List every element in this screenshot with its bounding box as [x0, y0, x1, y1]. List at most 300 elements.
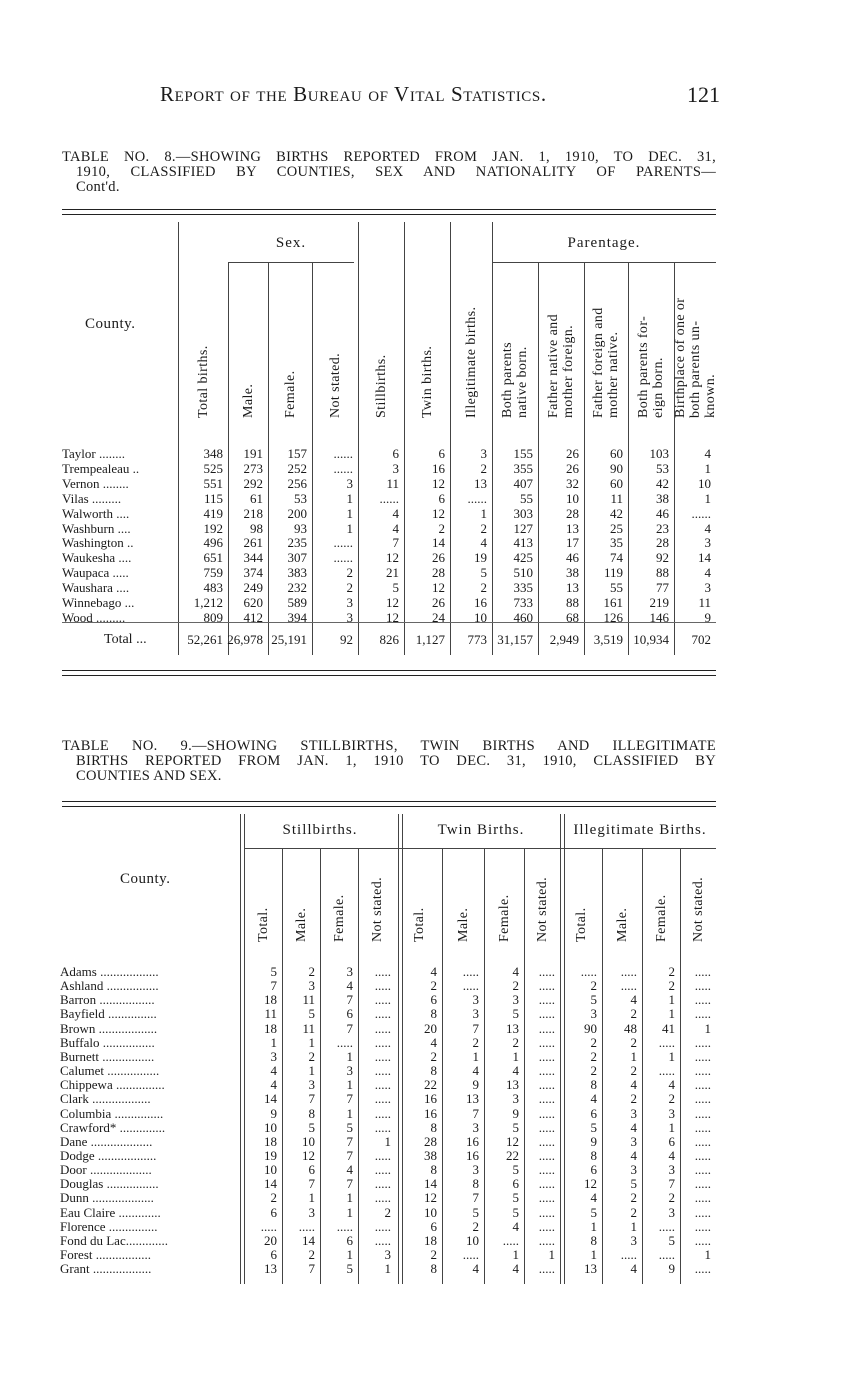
table8-county-name: Walworth ....	[62, 506, 130, 521]
table8-cell: 2	[346, 565, 353, 581]
table9-cell: 1	[512, 1247, 519, 1262]
table8-total-cell: 2,949	[549, 632, 579, 647]
table9-cell: 5	[308, 1119, 315, 1135]
table8-cell: 55	[520, 490, 533, 506]
table8-county-name: Washington ..	[62, 536, 134, 551]
table8-cell: 28	[656, 535, 669, 551]
table9-cell: 1	[346, 1247, 353, 1262]
table9-cell: 2	[590, 1048, 597, 1064]
table8-county-name: Winnebago ...	[62, 596, 135, 610]
table9-cell: 11	[264, 1006, 277, 1022]
table9-col-header: Male.	[455, 907, 471, 942]
table9-cell: 4	[630, 1077, 637, 1093]
table8-cell: ......	[333, 550, 353, 566]
table9-column-rule	[642, 848, 643, 1284]
table8-cell: ......	[333, 446, 353, 461]
table9-cell: 2	[308, 1048, 315, 1064]
table9-cell: 7	[308, 1091, 315, 1107]
table8-cell: 2	[346, 580, 353, 596]
table9-cell: 14	[264, 1091, 277, 1107]
table9-cell: .....	[694, 1077, 711, 1093]
table9-cell: 5	[590, 1204, 597, 1220]
table8-cell: 26	[566, 460, 579, 476]
table8-cell: 32	[566, 475, 579, 491]
table9-cell: .....	[580, 964, 597, 979]
table9-cell: .....	[538, 1105, 555, 1121]
table9-col-header: Not stated.	[690, 876, 706, 942]
table9-county-name: Dodge ..................	[60, 1148, 157, 1163]
table8-column-rule	[492, 222, 493, 655]
table9-cell: 22	[424, 1077, 437, 1093]
table8-cell: 1	[346, 505, 353, 521]
table9-cell: 5	[512, 1204, 519, 1220]
table9-cell: 2	[630, 1063, 637, 1079]
table9-cell: .....	[538, 1218, 555, 1234]
table9-cell: .....	[694, 1147, 711, 1163]
table9-caption-line: COUNTIES AND SEX.	[76, 768, 222, 784]
table9-cell: 2	[270, 1190, 277, 1206]
table9-col-header: Female.	[653, 894, 669, 942]
table8-county-name: Vilas .........	[62, 491, 122, 506]
table8-cell: 348	[203, 446, 223, 461]
table8-col-header: Not stated.	[327, 352, 343, 418]
table8-parentage-underline	[492, 262, 716, 263]
table8-cell: 11	[698, 595, 711, 610]
table8-cell: ......	[467, 490, 487, 506]
table8-cell: 12	[432, 505, 445, 521]
table9-cell: 3	[270, 1048, 277, 1064]
table9-cell: 6	[590, 1162, 597, 1178]
table9-cell: 90	[584, 1020, 597, 1036]
table9-cell: 13	[506, 1077, 519, 1093]
table9-cell: 7	[346, 1091, 353, 1107]
table8-col-header: Father foreign and mother native.	[591, 307, 621, 418]
table9-cell: 14	[302, 1232, 315, 1248]
table9-cell: 3	[346, 964, 353, 979]
table9-cell: 2	[308, 1247, 315, 1262]
table9-cell: .....	[374, 1091, 391, 1107]
table9-cell: .....	[374, 978, 391, 994]
table9-cell: 1	[548, 1247, 555, 1262]
table9-cell: 10	[302, 1133, 315, 1149]
table9-cell: .....	[374, 1176, 391, 1192]
table8-cell: 374	[243, 565, 263, 581]
table8-total-cell: 52,261	[187, 632, 223, 647]
table9-cell: 4	[270, 1063, 277, 1079]
table8-cell: 90	[610, 460, 623, 476]
table8-cell: ......	[691, 505, 711, 521]
table9-cell: 8	[590, 1232, 597, 1248]
table9-cell: 7	[308, 1261, 315, 1277]
table8-cell: 307	[287, 550, 307, 566]
table9-cell: .....	[374, 992, 391, 1008]
table9-cell: .....	[374, 1020, 391, 1036]
table8-cell: 25	[610, 520, 623, 536]
table9-caption	[62, 739, 716, 784]
table8-cell: 252	[287, 460, 307, 476]
table8-cell: 4	[704, 565, 711, 581]
table9-cell: .....	[658, 1063, 675, 1079]
table8-cell: 60	[610, 475, 623, 491]
table9-cell: 1	[308, 1063, 315, 1079]
table9-cell: 3	[346, 1063, 353, 1079]
table9-cell: 7	[308, 1176, 315, 1192]
table8-cell: 4	[392, 505, 399, 521]
table9-cell: 18	[424, 1232, 437, 1248]
table9-cell: 1	[704, 1020, 711, 1036]
table9-cell: 1	[590, 1218, 597, 1234]
table8-cell: 496	[203, 535, 223, 551]
table9-cell: 5	[590, 1119, 597, 1135]
table9-cell: 5	[512, 1006, 519, 1022]
table9-cell: 18	[264, 992, 277, 1008]
table8-column-rule	[228, 262, 229, 655]
table9-cell: .....	[694, 1006, 711, 1022]
table9-cell: .....	[694, 978, 711, 994]
table9-cell: .....	[694, 1048, 711, 1064]
table9-county-name: Bayfield ...............	[60, 1007, 157, 1022]
table9-cell: 2	[472, 1034, 479, 1050]
table9-group-rule	[564, 814, 565, 1284]
table9-county-name: Burnett ................	[60, 1049, 155, 1064]
table8-total-cell: 25,191	[271, 632, 307, 647]
table8-cell: 759	[203, 565, 223, 581]
table8-cell: 407	[513, 475, 533, 491]
table9-cell: .....	[658, 1247, 675, 1262]
table9-cell: 13	[584, 1261, 597, 1277]
table9-caption-line: BIRTHS REPORTED FROM JAN. 1, 1910 TO DEC. 31, 1910, CLASSIFIED BY	[76, 753, 716, 769]
table9-cell: .....	[374, 1232, 391, 1248]
table9-cell: 22	[506, 1147, 519, 1163]
table9-cell: .....	[694, 1162, 711, 1178]
table9-cell: 3	[630, 1105, 637, 1121]
table9-cell: 2	[630, 1006, 637, 1022]
table8-cell: 53	[294, 490, 307, 506]
table9-cell: 5	[668, 1232, 675, 1248]
table9-cell: .....	[538, 1006, 555, 1022]
table9-cell: .....	[374, 1105, 391, 1121]
table8-total-cell: 3,519	[593, 632, 623, 647]
table9-group-rule	[560, 814, 561, 1284]
table9-cell: 5	[270, 964, 277, 979]
table9-cell: 7	[346, 1133, 353, 1149]
table8-cell: 6	[392, 446, 399, 461]
table8-cell: 425	[513, 550, 533, 566]
table8-cell: 218	[243, 505, 263, 521]
table8-bottom-rule	[62, 675, 716, 676]
table9-col-header: Male.	[614, 907, 630, 942]
table9-county-name: Fond du Lac.............	[60, 1233, 168, 1248]
table9-cell: 4	[472, 1261, 479, 1277]
table8-cell: 53	[656, 460, 669, 476]
table9-cell: .....	[694, 992, 711, 1008]
table9-cell: .....	[538, 1020, 555, 1036]
table8-cell: 157	[287, 446, 307, 461]
table9-cell: .....	[374, 1006, 391, 1022]
table8-cell: 200	[287, 505, 307, 521]
table9-group-rule	[244, 814, 245, 1284]
table9-cell: 19	[264, 1147, 277, 1163]
table9-cell: .....	[538, 992, 555, 1008]
table9-col-header: Female.	[496, 894, 512, 942]
table9-cell: 7	[270, 978, 277, 994]
table8-cell: 115	[203, 490, 223, 506]
table9-cell: 2	[430, 1247, 437, 1262]
table8-cell: 5	[392, 580, 399, 596]
table8-col-header: Total births.	[195, 345, 211, 418]
table8-county-name: Taylor ........	[62, 447, 125, 461]
table9-group-rule	[398, 814, 399, 1284]
table9-cell: 11	[302, 1020, 315, 1036]
table9-cell: 16	[424, 1105, 437, 1121]
table9-cell: 3	[472, 1119, 479, 1135]
table8-cell: 13	[474, 475, 487, 491]
table9-cell: .....	[538, 1162, 555, 1178]
table8-total-cell: 773	[467, 632, 487, 647]
table9-county-name: Douglas ................	[60, 1177, 159, 1192]
table9-county-name: Door ...................	[60, 1163, 152, 1178]
table9-cell: 10	[466, 1232, 479, 1248]
table9-cell: 7	[472, 1020, 479, 1036]
table8-cell: 28	[566, 505, 579, 521]
table9-col-header: Total.	[573, 907, 589, 942]
table9-cell: 12	[506, 1133, 519, 1149]
table9-cell: 4	[630, 1147, 637, 1163]
table9-cell: .....	[538, 1176, 555, 1192]
table9-cell: .....	[260, 1218, 277, 1234]
table9-col-header: Total.	[255, 907, 271, 942]
running-head	[160, 82, 720, 112]
table9-cell: 4	[630, 992, 637, 1008]
table9-cell: .....	[538, 1133, 555, 1149]
table9-group-illegitimate-births: Illegitimate Births.	[573, 822, 707, 838]
table8-cell: 93	[294, 520, 307, 536]
table8-cell: 1,212	[193, 595, 223, 610]
table8-cell: 74	[610, 550, 623, 566]
table8-cell: 1	[704, 490, 711, 506]
table9-cell: .....	[620, 1247, 637, 1262]
table9-cell: .....	[336, 1218, 353, 1234]
table9-group-underline	[244, 848, 716, 849]
table9-cell: 1	[512, 1048, 519, 1064]
table9-cell: 4	[630, 1261, 637, 1277]
table8-cell: 26	[432, 595, 445, 610]
table8-cell: 7	[392, 535, 399, 551]
table9-cell: 5	[472, 1204, 479, 1220]
table9-column-rule	[602, 848, 603, 1284]
table8-cell: 4	[704, 446, 711, 461]
table9-cell: 2	[430, 978, 437, 994]
table8-parentage-header: Parentage.	[567, 235, 641, 251]
table8-column-rule	[584, 262, 585, 655]
table9-cell: 3	[512, 1091, 519, 1107]
table8-cell: 42	[610, 505, 623, 521]
table9-cell: .....	[462, 978, 479, 994]
table8-caption-line: 1910, CLASSIFIED BY COUNTIES, SEX AND NATIONALITY OF PARENTS—	[76, 164, 716, 180]
table8-column-rule	[538, 262, 539, 655]
table9-cell: 6	[270, 1204, 277, 1220]
table9-cell: .....	[336, 1034, 353, 1050]
table8-cell: 3	[480, 446, 487, 461]
table9-cell: 5	[346, 1119, 353, 1135]
table9-county-name: Forest .................	[60, 1248, 151, 1262]
table9-column-rule	[484, 848, 485, 1284]
table9-cell: .....	[694, 1063, 711, 1079]
table8-cell: 256	[287, 475, 307, 491]
table9-county-name: Clark ..................	[60, 1092, 151, 1107]
table8-cell: 4	[392, 520, 399, 536]
table9-cell: .....	[538, 1077, 555, 1093]
table9-cell: 8	[430, 1261, 437, 1277]
table9-cell: 2	[590, 978, 597, 994]
table8-cell: 4	[704, 520, 711, 536]
table8-col-header: Illegitimate births.	[463, 306, 479, 418]
table9-group-rule	[402, 814, 403, 1284]
table9-group-rule	[240, 814, 241, 1284]
table9-cell: 12	[302, 1147, 315, 1163]
table9-cell: 2	[668, 964, 675, 979]
table9-cell: 2	[472, 1218, 479, 1234]
table9-cell: 9	[472, 1077, 479, 1093]
table8-cell: 23	[656, 520, 669, 536]
table9-column-rule	[524, 848, 525, 1284]
table9-cell: .....	[620, 978, 637, 994]
table9-cell: 1	[630, 1218, 637, 1234]
table8-cell: 303	[513, 505, 533, 521]
table9-cell: 12	[584, 1176, 597, 1192]
table8-cell: 12	[432, 580, 445, 596]
table9-cell: .....	[538, 1261, 555, 1277]
table9-cell: 16	[424, 1091, 437, 1107]
table9-cell: 2	[308, 964, 315, 979]
table9-cell: 10	[264, 1162, 277, 1178]
table8-col-header: Both parents for- eign born.	[636, 315, 666, 418]
table8-cell: 127	[513, 520, 533, 536]
table8-cell: 155	[513, 446, 533, 461]
table8-column-rule	[178, 222, 179, 655]
table8-col-header: Birthplace of one or both parents un- known.	[672, 297, 718, 418]
table8-cell: 3	[346, 595, 353, 610]
table9-cell: 3	[308, 1204, 315, 1220]
table9-cell: 5	[512, 1119, 519, 1135]
table8-cell: 292	[243, 475, 263, 491]
table9-cell: 8	[472, 1176, 479, 1192]
table9-cell: 8	[430, 1063, 437, 1079]
table9-cell: 4	[630, 1119, 637, 1135]
table8-cell: 16	[432, 460, 445, 476]
table9-cell: 8	[430, 1162, 437, 1178]
table9-cell: 6	[346, 1232, 353, 1248]
table8-cell: 235	[287, 535, 307, 551]
table8-col-header: Both parents native born.	[500, 342, 530, 418]
table8-top-rule	[62, 214, 716, 215]
table9-cell: .....	[538, 1091, 555, 1107]
table8-cell: 1	[480, 505, 487, 521]
table8-cell: 19	[474, 550, 487, 566]
table9-cell: .....	[694, 1232, 711, 1248]
table9-cell: .....	[538, 1048, 555, 1064]
running-head-title: Report of the Bureau of Vital Statistics.	[160, 82, 547, 106]
table8-cell: 510	[513, 565, 533, 581]
table9-cell: .....	[502, 1232, 519, 1248]
table9-cell: 3	[384, 1247, 391, 1262]
table9-cell: 4	[346, 978, 353, 994]
table8-bottom-rule	[62, 670, 716, 671]
table9-cell: 4	[590, 1091, 597, 1107]
table9-column-rule	[442, 848, 443, 1284]
table9-cell: 5	[512, 1162, 519, 1178]
table9-cell: .....	[694, 1034, 711, 1050]
table9-cell: 11	[302, 992, 315, 1008]
table9-cell: 2	[430, 1048, 437, 1064]
table9-cell: 3	[668, 1204, 675, 1220]
table8-total-cell: 1,127	[415, 632, 445, 647]
table8-cell: 35	[610, 535, 623, 551]
table9-cell: .....	[658, 1034, 675, 1050]
table9-cell: 18	[264, 1133, 277, 1149]
table8-cell: 38	[656, 490, 669, 506]
table9-cell: 4	[430, 964, 437, 979]
table9-cell: 1	[346, 1048, 353, 1064]
table8-cell: 6	[438, 446, 445, 461]
table9-cell: 18	[264, 1020, 277, 1036]
table8-county-name: Waukesha ....	[62, 551, 132, 566]
table9-cell: 1	[270, 1034, 277, 1050]
table9-cell: 13	[466, 1091, 479, 1107]
table9-cell: 1	[590, 1247, 597, 1262]
table8-caption-line: TABLE NO. 8.—SHOWING BIRTHS REPORTED FROM JAN. 1, 1910, TO DEC. 31,	[62, 149, 716, 165]
table9-cell: 1	[384, 1261, 391, 1277]
table9-cell: 7	[472, 1105, 479, 1121]
table8-cell: 483	[203, 580, 223, 596]
table9-cell: 1	[384, 1133, 391, 1149]
table9-cell: 8	[590, 1077, 597, 1093]
table9-county-name: Grant ..................	[60, 1262, 152, 1277]
table9-cell: 4	[512, 1261, 519, 1277]
table9-cell: 5	[590, 992, 597, 1008]
table9-cell: 10	[424, 1204, 437, 1220]
table9-cell: 6	[512, 1176, 519, 1192]
table8-cell: 191	[243, 446, 263, 461]
table9-cell: 8	[590, 1147, 597, 1163]
table9-cell: .....	[374, 1034, 391, 1050]
table9-cell: 2	[384, 1204, 391, 1220]
table8-cell: 26	[566, 446, 579, 461]
table8-cell: 249	[243, 580, 263, 596]
table9-cell: .....	[538, 1119, 555, 1135]
table8-cell: 232	[287, 580, 307, 596]
table8-cell: 12	[432, 475, 445, 491]
table9-cell: 4	[270, 1077, 277, 1093]
table8-total-cell: 92	[340, 632, 353, 647]
table8-total-cell: 26,978	[227, 632, 263, 647]
table9-cell: 16	[466, 1133, 479, 1149]
table9-cell: 6	[668, 1133, 675, 1149]
table8-column-rule	[268, 262, 269, 655]
table9-cell: 3	[630, 1133, 637, 1149]
table8-sex-header: Sex.	[275, 235, 307, 251]
table8-cell: 651	[203, 550, 223, 566]
table8-cell: 11	[610, 490, 623, 506]
table8-column-rule	[628, 262, 629, 655]
table9-cell: 1	[308, 1034, 315, 1050]
table9-cell: 6	[308, 1162, 315, 1178]
table9-cell: 3	[590, 1006, 597, 1022]
table9-cell: .....	[658, 1218, 675, 1234]
table8-cell: 413	[513, 535, 533, 551]
table9-cell: 1	[346, 1077, 353, 1093]
table9-cell: .....	[462, 964, 479, 979]
